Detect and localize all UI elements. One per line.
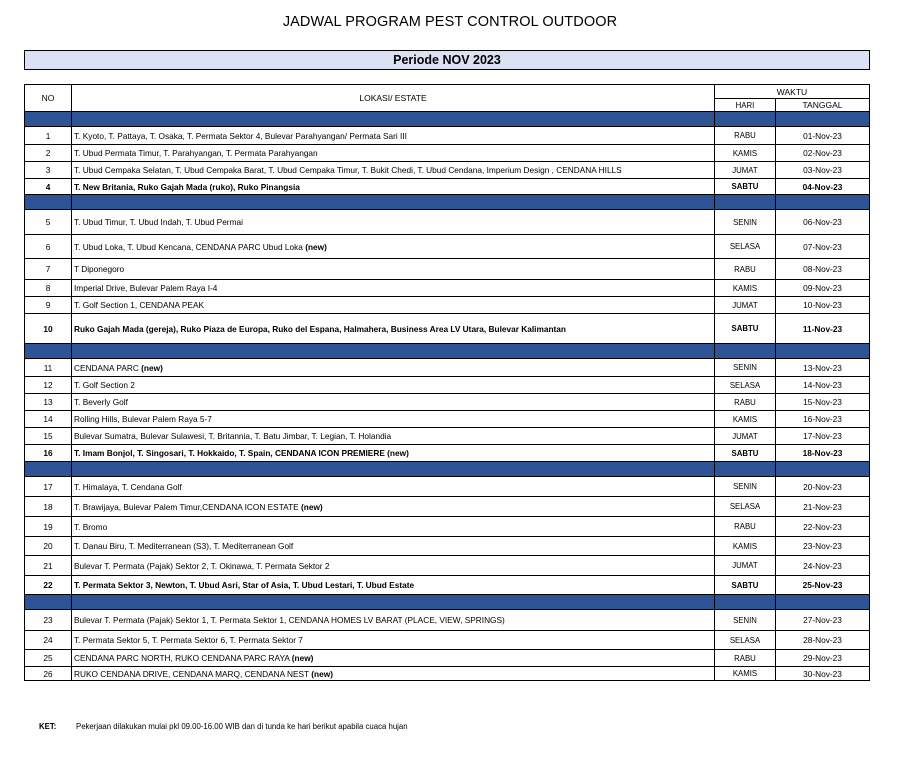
cell-tanggal: [775, 631, 869, 650]
new-tag: (new): [301, 501, 323, 512]
cell-lokasi: [72, 127, 715, 145]
cell-tanggal-text: 07-Nov-23: [803, 241, 842, 252]
new-tag: (new): [291, 653, 314, 663]
cell-tanggal-text: 08-Nov-23: [803, 264, 842, 274]
cell-hari: [714, 477, 775, 497]
cell-no-text: 24: [43, 635, 53, 645]
cell-hari: [714, 359, 775, 377]
cell-hari-text: SELASA: [729, 380, 761, 390]
cell-tanggal: [775, 259, 869, 280]
header-waktu: WAKTU: [714, 85, 869, 99]
header-lokasi: LOKASI/ ESTATE: [72, 85, 715, 112]
cell-tanggal-text: 29-Nov-23: [803, 653, 842, 663]
cell-no: [25, 359, 72, 377]
cell-tanggal-text: 23-Nov-23: [803, 541, 842, 551]
week-separator-row: [25, 595, 870, 610]
cell-hari-text: SENIN: [733, 363, 757, 372]
table-row: [25, 576, 870, 595]
schedule-rows: [25, 112, 870, 681]
cell-hari: [714, 445, 775, 462]
cell-no-text: 4: [45, 181, 51, 192]
cell-hari: [714, 556, 775, 576]
cell-tanggal-text: 09-Nov-23: [803, 283, 842, 293]
cell-tanggal-text: 24-Nov-23: [803, 560, 842, 571]
cell-hari: [714, 631, 775, 650]
cell-hari-text: SABTU: [731, 448, 759, 458]
cell-hari: [714, 576, 775, 595]
cell-tanggal-text: 17-Nov-23: [803, 431, 842, 441]
cell-hari: [714, 377, 775, 394]
new-tag: (new): [311, 668, 333, 679]
cell-hari: [714, 280, 775, 297]
week-separator-row: [25, 344, 870, 359]
cell-tanggal: [775, 210, 869, 235]
cell-tanggal: [775, 537, 869, 556]
cell-no-text: 23: [43, 615, 53, 625]
cell-hari: [714, 145, 775, 162]
new-tag: (new): [305, 241, 327, 252]
cell-no-text: 14: [43, 414, 53, 424]
cell-lokasi: [72, 576, 715, 595]
cell-tanggal-text: 02-Nov-23: [803, 148, 842, 158]
cell-no: [25, 517, 72, 537]
cell-hari: [714, 127, 775, 145]
cell-tanggal: [775, 162, 869, 179]
cell-tanggal: [775, 127, 869, 145]
cell-tanggal-text: 25-Nov-23: [802, 580, 843, 590]
table-row: [25, 631, 870, 650]
cell-lokasi-text: T. Permata Sektor 5, T. Permata Sektor 6, T. Permata Sektor 7: [74, 635, 303, 645]
cell-tanggal: [775, 576, 869, 595]
cell-no-text: 1: [45, 130, 51, 141]
cell-no: [25, 259, 72, 280]
cell-no-text: 10: [43, 323, 53, 334]
cell-hari: [714, 650, 775, 667]
cell-hari: [714, 394, 775, 411]
cell-hari-text: JUMAT: [732, 431, 758, 441]
cell-lokasi: [72, 428, 715, 445]
cell-hari-text: RABU: [734, 653, 756, 663]
cell-no: [25, 297, 72, 314]
cell-no: [25, 667, 72, 681]
cell-lokasi-text: T. New Britania, Ruko Gajah Mada (ruko), Ruko Pinangsia: [74, 181, 300, 192]
cell-no-text: 9: [45, 300, 51, 310]
cell-no-text: 22: [43, 580, 53, 590]
cell-no: [25, 314, 72, 344]
table-row: [25, 210, 870, 235]
cell-lokasi: [72, 537, 715, 556]
cell-no: [25, 235, 72, 259]
cell-tanggal: [775, 145, 869, 162]
cell-tanggal-text: 28-Nov-23: [803, 635, 842, 645]
cell-lokasi: [72, 411, 715, 428]
cell-hari: [714, 259, 775, 280]
cell-lokasi: [72, 162, 715, 179]
header-tanggal: TANGGAL: [775, 99, 869, 112]
cell-lokasi: [72, 359, 715, 377]
cell-lokasi-text: T Diponegoro: [74, 264, 125, 274]
cell-tanggal: [775, 428, 869, 445]
cell-tanggal: [775, 394, 869, 411]
cell-lokasi-text: T. Kyoto, T. Pattaya, T. Osaka, T. Permata Sektor 4, Bulevar Parahyangan/ Permata Sari III: [74, 130, 407, 141]
cell-hari-text: SELASA: [729, 502, 761, 511]
cell-tanggal-text: 06-Nov-23: [803, 217, 842, 227]
cell-hari-text: JUMAT: [732, 300, 758, 310]
ket-note: Pekerjaan dilakukan mulai pkl 09.00-16.00 WIB dan di tunda ke hari berikut apabila cuaca hujan: [76, 722, 408, 731]
cell-lokasi: [72, 445, 715, 462]
cell-hari-text: RABU: [734, 397, 756, 407]
document-title: JADWAL PROGRAM PEST CONTROL OUTDOOR: [282, 14, 618, 30]
cell-hari-text: JUMAT: [732, 165, 758, 175]
cell-no: [25, 556, 72, 576]
cell-lokasi-text: T. Golf Section 2: [74, 380, 135, 390]
cell-hari: [714, 235, 775, 259]
cell-lokasi-text: T. Golf Section 1, CENDANA PEAK: [74, 300, 205, 310]
table-row: [25, 235, 870, 259]
cell-hari: [714, 537, 775, 556]
cell-hari-text: RABU: [734, 131, 756, 140]
cell-lokasi-text: CENDANA PARC: [74, 362, 139, 373]
cell-hari-text: RABU: [734, 522, 756, 531]
table-row: [25, 314, 870, 344]
cell-tanggal-text: 20-Nov-23: [803, 481, 842, 492]
cell-no: [25, 394, 72, 411]
cell-tanggal: [775, 556, 869, 576]
table-row: [25, 280, 870, 297]
cell-lokasi-text: T. Himalaya, T. Cendana Golf: [74, 481, 182, 492]
cell-tanggal-text: 11-Nov-23: [802, 323, 843, 334]
cell-hari-text: SABTU: [731, 580, 759, 590]
cell-lokasi: [72, 477, 715, 497]
cell-hari: [714, 314, 775, 344]
cell-tanggal-text: 14-Nov-23: [803, 380, 842, 390]
cell-lokasi: [72, 377, 715, 394]
cell-tanggal: [775, 517, 869, 537]
cell-hari-text: SABTU: [731, 182, 759, 191]
cell-lokasi: [72, 314, 715, 344]
cell-tanggal: [775, 650, 869, 667]
table-row: [25, 179, 870, 195]
cell-no: [25, 280, 72, 297]
cell-no: [25, 377, 72, 394]
header-no: NO: [25, 85, 72, 112]
cell-no: [25, 428, 72, 445]
cell-tanggal-text: 03-Nov-23: [803, 165, 842, 175]
cell-no: [25, 610, 72, 631]
cell-no-text: 18: [43, 501, 53, 512]
cell-no: [25, 210, 72, 235]
cell-lokasi-text: CENDANA PARC NORTH, RUKO CENDANA PARC RAYA: [74, 653, 290, 663]
cell-tanggal: [775, 411, 869, 428]
cell-lokasi-text: T. Ubud Timur, T. Ubud Indah, T. Ubud Permai: [74, 217, 243, 227]
cell-lokasi: [72, 394, 715, 411]
cell-no-text: 6: [45, 241, 51, 252]
cell-tanggal: [775, 280, 869, 297]
cell-tanggal: [775, 179, 869, 195]
week-separator-row: [25, 195, 870, 210]
cell-no-text: 15: [43, 431, 53, 441]
table-row: [25, 556, 870, 576]
table-row: [25, 428, 870, 445]
table-row: [25, 537, 870, 556]
cell-lokasi-text: T. Bromo: [74, 521, 108, 532]
cell-tanggal-text: 30-Nov-23: [803, 668, 842, 679]
cell-hari-text: SELASA: [729, 635, 761, 645]
cell-tanggal-text: 21-Nov-23: [803, 501, 842, 512]
cell-lokasi-text: T. Brawijaya, Bulevar Palem Timur,CENDANA ICON ESTATE: [74, 501, 299, 512]
cell-lokasi: [72, 497, 715, 517]
cell-hari-text: SENIN: [733, 482, 757, 491]
cell-lokasi-text: T. Ubud Permata Timur, T. Parahyangan, T. Permata Parahyangan: [74, 148, 318, 158]
table-row: [25, 297, 870, 314]
cell-lokasi: [72, 280, 715, 297]
cell-no: [25, 631, 72, 650]
table-row: [25, 497, 870, 517]
new-tag: (new): [141, 362, 163, 373]
cell-no-text: 5: [45, 217, 51, 227]
table-row: [25, 610, 870, 631]
cell-no: [25, 162, 72, 179]
cell-tanggal-text: 22-Nov-23: [803, 521, 842, 532]
cell-lokasi: [72, 179, 715, 195]
cell-no-text: 7: [45, 264, 51, 274]
cell-no-text: 16: [43, 448, 53, 458]
cell-tanggal: [775, 610, 869, 631]
cell-no-text: 17: [43, 481, 53, 492]
table-row: [25, 411, 870, 428]
cell-hari: [714, 210, 775, 235]
cell-no: [25, 576, 72, 595]
cell-lokasi-text: Ruko Gajah Mada (gereja), Ruko Piaza de Europa, Ruko del Espana, Halmahera, Business Area LV Utara, Bulevar Kalimantan: [74, 323, 566, 334]
cell-tanggal-text: 16-Nov-23: [803, 414, 842, 424]
table-row: [25, 259, 870, 280]
cell-lokasi-text: Rolling Hills, Bulevar Palem Raya 5-7: [74, 414, 212, 424]
cell-no-text: 13: [43, 397, 53, 407]
cell-no-text: 20: [43, 541, 53, 551]
header-hari: HARI: [714, 99, 775, 112]
cell-no: [25, 411, 72, 428]
cell-hari-text: SENIN: [733, 615, 757, 625]
cell-lokasi: [72, 556, 715, 576]
table-row: [25, 127, 870, 145]
table-row: [25, 650, 870, 667]
cell-hari: [714, 411, 775, 428]
cell-lokasi: [72, 650, 715, 667]
cell-hari-text: SENIN: [733, 217, 757, 227]
cell-hari: [714, 667, 775, 681]
cell-tanggal-text: 27-Nov-23: [803, 615, 842, 625]
cell-tanggal: [775, 445, 869, 462]
cell-lokasi-text: Bulevar T. Permata (Pajak) Sektor 2, T. Okinawa, T. Permata Sektor 2: [74, 560, 330, 571]
cell-hari-text: KAMIS: [732, 148, 758, 158]
cell-no: [25, 497, 72, 517]
table-row: [25, 145, 870, 162]
cell-lokasi-text: Bulevar T. Permata (Pajak) Sektor 1, T. Permata Sektor 1, CENDANA HOMES LV BARAT (PLACE, VIEW, SPRINGS): [74, 615, 505, 625]
cell-hari: [714, 497, 775, 517]
cell-hari: [714, 610, 775, 631]
cell-hari-text: SELASA: [729, 242, 761, 251]
cell-no: [25, 445, 72, 462]
cell-tanggal: [775, 314, 869, 344]
table-row: [25, 517, 870, 537]
cell-no-text: 19: [43, 521, 53, 532]
cell-no-text: 2: [45, 148, 51, 158]
cell-tanggal-text: 13-Nov-23: [803, 362, 842, 373]
schedule-table: [24, 84, 870, 681]
table-row: [25, 394, 870, 411]
week-separator-row: [25, 462, 870, 477]
cell-lokasi-text: T. Danau Biru, T. Mediterranean (S3), T. Mediterranean Golf: [74, 541, 294, 551]
table-row: [25, 377, 870, 394]
cell-lokasi: [72, 145, 715, 162]
cell-hari: [714, 428, 775, 445]
cell-no-text: 3: [45, 165, 51, 175]
cell-lokasi-text: RUKO CENDANA DRIVE, CENDANA MARQ, CENDANA NEST: [74, 668, 309, 679]
cell-lokasi: [72, 235, 715, 259]
cell-hari-text: KAMIS: [732, 669, 758, 678]
cell-tanggal-text: 01-Nov-23: [803, 130, 842, 141]
cell-no-text: 21: [43, 560, 53, 571]
cell-tanggal: [775, 359, 869, 377]
cell-hari-text: RABU: [734, 264, 756, 274]
cell-hari: [714, 162, 775, 179]
cell-tanggal: [775, 235, 869, 259]
cell-lokasi-text: T. Beverly Golf: [74, 397, 128, 407]
cell-no: [25, 179, 72, 195]
table-row: [25, 445, 870, 462]
cell-lokasi-text: Bulevar Sumatra, Bulevar Sulawesi, T. Britannia, T. Batu Jimbar, T. Legian, T. Holandia: [74, 431, 392, 441]
periode-banner: Periode NOV 2023: [24, 50, 870, 70]
cell-no-text: 8: [45, 283, 51, 293]
cell-tanggal-text: 04-Nov-23: [802, 181, 843, 192]
cell-tanggal-text: 15-Nov-23: [803, 397, 842, 407]
cell-no: [25, 127, 72, 145]
cell-lokasi: [72, 610, 715, 631]
cell-no-text: 25: [43, 653, 53, 663]
cell-no-text: 11: [43, 362, 53, 373]
cell-hari-text: JUMAT: [732, 561, 758, 570]
cell-lokasi-text: T. Ubud Loka, T. Ubud Kencana, CENDANA PARC Ubud Loka: [74, 241, 303, 252]
cell-tanggal: [775, 297, 869, 314]
cell-tanggal: [775, 377, 869, 394]
cell-no: [25, 145, 72, 162]
cell-no-text: 12: [43, 380, 53, 390]
table-row: [25, 477, 870, 497]
cell-hari-text: SABTU: [731, 324, 759, 333]
table-row: [25, 162, 870, 179]
cell-hari-text: KAMIS: [732, 283, 758, 293]
week-separator-row: [25, 112, 870, 127]
cell-hari-text: KAMIS: [732, 414, 758, 424]
cell-lokasi-text: T. Permata Sektor 3, Newton, T. Ubud Asri, Star of Asia, T. Ubud Lestari, T. Ubud Estate: [74, 580, 415, 590]
cell-no: [25, 477, 72, 497]
cell-hari-text: KAMIS: [732, 541, 758, 551]
ket-label: KET:: [39, 722, 57, 731]
cell-tanggal: [775, 477, 869, 497]
cell-lokasi: [72, 517, 715, 537]
table-row: [25, 359, 870, 377]
cell-tanggal: [775, 497, 869, 517]
cell-lokasi: [72, 259, 715, 280]
cell-lokasi: [72, 667, 715, 681]
cell-lokasi: [72, 631, 715, 650]
cell-no: [25, 650, 72, 667]
cell-lokasi-text: Imperial Drive, Bulevar Palem Raya I-4: [74, 283, 218, 293]
cell-no: [25, 537, 72, 556]
cell-hari: [714, 517, 775, 537]
cell-hari: [714, 297, 775, 314]
cell-lokasi-text: T. Ubud Cempaka Selatan, T. Ubud Cempaka Barat, T. Ubud Cempaka Timur, T. Bukit Chedi, T. Ubud Cendana, Imperium Design , CENDANA HILLS: [74, 165, 622, 175]
cell-tanggal-text: 10-Nov-23: [803, 300, 842, 310]
cell-lokasi: [72, 297, 715, 314]
cell-tanggal: [775, 667, 869, 681]
cell-lokasi-text: T. Imam Bonjol, T. Singosari, T. Hokkaido, T. Spain, CENDANA ICON PREMIERE (new): [74, 448, 409, 458]
table-row: [25, 667, 870, 681]
cell-no-text: 26: [43, 668, 53, 679]
cell-tanggal-text: 18-Nov-23: [802, 448, 843, 458]
cell-lokasi: [72, 210, 715, 235]
cell-hari: [714, 179, 775, 195]
